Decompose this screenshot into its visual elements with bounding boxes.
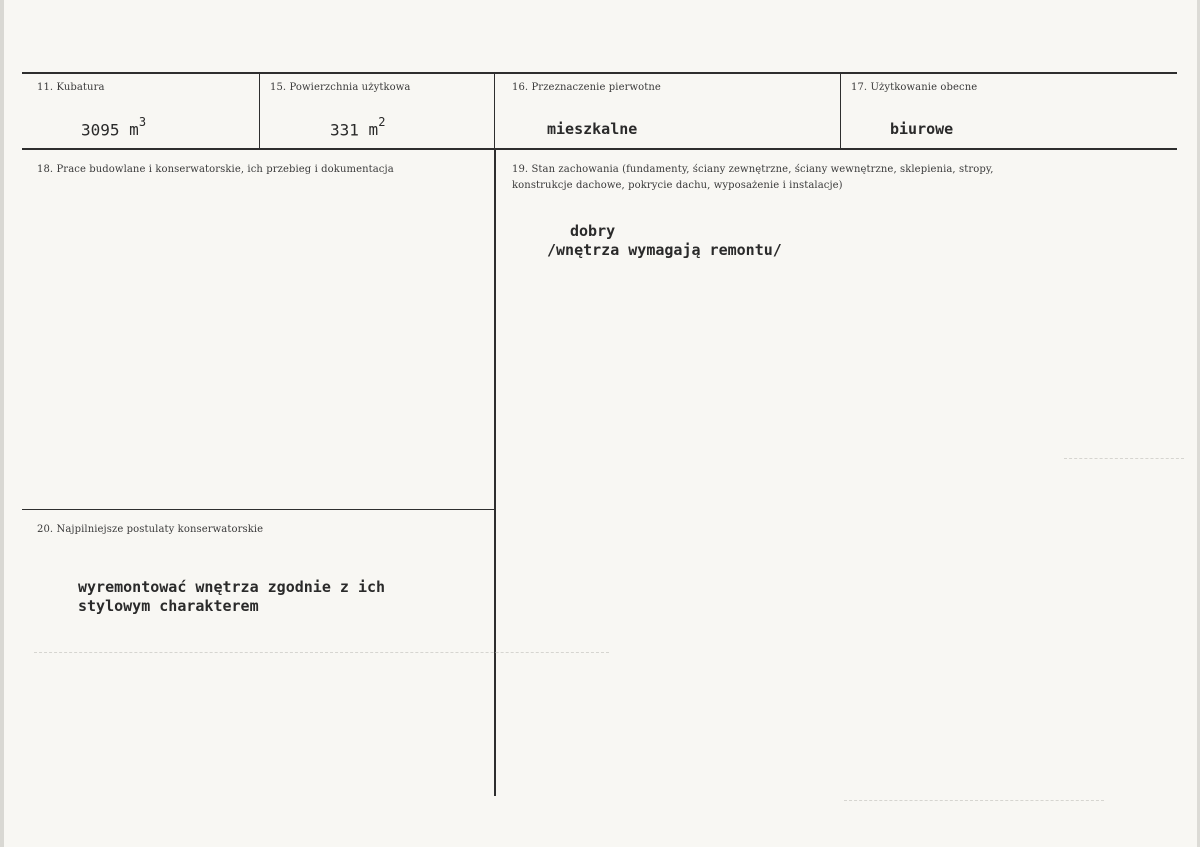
postulaty-value-line2: stylowym charakterem [78,597,259,615]
stan-zachowania-value-line1: dobry [570,222,616,240]
stan-zachowania-label-line1: 19. Stan zachowania (fundamenty, ściany zewnętrzne, ściany wewnętrzne, sklepienia, stropy, [512,164,994,175]
powierzchnia-number: 331 [330,120,359,140]
przeznaczenie-value: mieszkalne [547,120,638,138]
bleed-mark [1064,458,1184,459]
top-rule [22,72,1177,74]
uzytkowanie-label: 17. Użytkowanie obecne [851,82,978,93]
postulaty-value-line1: wyremontować wnętrza zgodnie z ich [78,578,386,596]
kubatura-label: 11. Kubatura [37,82,105,93]
kubatura-value [81,115,147,140]
kubatura-unit: $m^3$ [129,115,147,140]
prace-budowlane-label: 18. Prace budowlane i konserwatorskie, ich przebieg i dokumentacja [37,164,394,175]
second-rule [22,148,1177,150]
stan-zachowania-label-line2: konstrukcje dachowe, pokrycie dachu, wyposażenie i instalacje) [512,180,843,191]
section-18-20-rule [22,509,494,510]
uzytkowanie-value: biurowe [890,120,954,138]
bleed-mark [34,652,609,653]
bleed-mark [844,800,1104,801]
przeznaczenie-label: 16. Przeznaczenie pierwotne [512,82,661,93]
powierzchnia-label: 15. Powierzchnia użytkowa [270,82,411,93]
divider-15-16 [494,73,495,149]
stan-zachowania-value-line2: /wnętrza wymagają remontu/ [547,241,782,259]
postulaty-label: 20. Najpilniejsze postulaty konserwatorskie [37,524,264,535]
powierzchnia-unit: $m^2$ [368,115,386,140]
divider-16-17 [840,73,841,149]
kubatura-number: 3095 [81,120,120,140]
powierzchnia-value [330,115,386,140]
divider-11-15 [259,73,260,149]
center-vertical-rule [494,149,496,796]
